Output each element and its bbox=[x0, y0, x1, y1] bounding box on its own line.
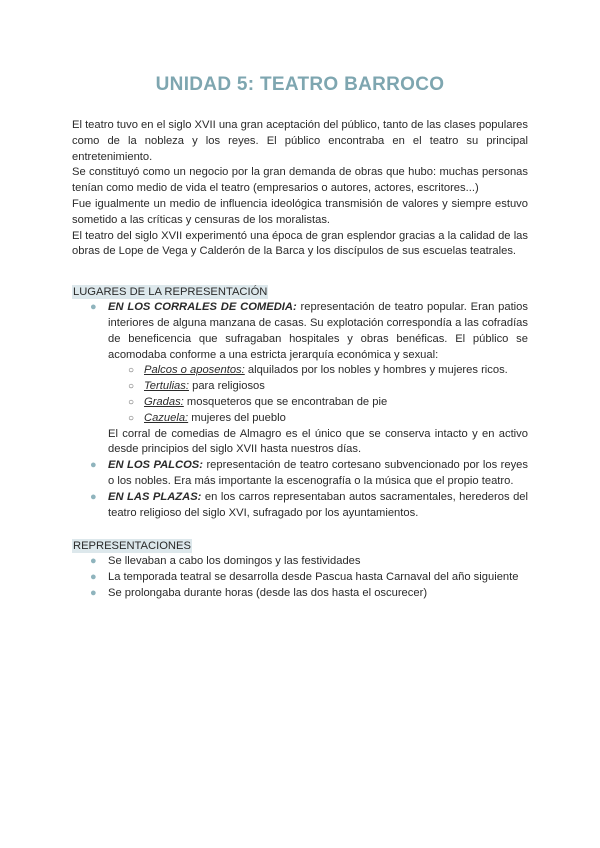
term-tertulias-text: para religiosos bbox=[188, 380, 265, 393]
intro-paragraph-1: El teatro tuvo en el siglo XVII una gran aceptación del público, tanto de las clases populares como de la nobleza y los reyes. El público encontraba en el teatro su principal entretenimiento. bbox=[72, 119, 528, 163]
intro-paragraph-4: El teatro del siglo XVII experimentó una época de gran esplendor gracias a la calidad de las obras de Lope de Vega y Calderón de la Barca y los discípulos de sus escuelas teatrales. bbox=[72, 229, 528, 258]
keyword-palcos: EN LOS PALCOS: bbox=[108, 459, 203, 472]
sub-item-palcos bbox=[128, 363, 528, 379]
intro-paragraph-2: Se constituyó como un negocio por la gran demanda de obras que hubo: muchas personas tenían como medio de vida el teatro (empresarios o autores, actores, escritores...) bbox=[72, 166, 528, 195]
corrales-text: representación de teatro popular. Eran patios interiores de alguna manzana de casas. Su explotación correspondía a las cofradías de beneficencia que sufragaban hospitales y obras benéficas. El público se acomodaba conforme a una estricta jerarquía económica y sexual: bbox=[108, 301, 528, 361]
sub-item-gradas bbox=[128, 395, 528, 411]
term-tertulias: Tertulias: bbox=[144, 380, 189, 393]
sub-item-tertulias bbox=[128, 379, 528, 395]
list-item-plazas bbox=[90, 490, 528, 522]
bullet-icon: ● bbox=[90, 555, 97, 568]
section-heading-representaciones: REPRESENTACIONES bbox=[73, 540, 191, 553]
list-item-representacion-1 bbox=[90, 554, 528, 570]
list-item-palcos bbox=[90, 458, 528, 490]
sub-bullet-icon: ○ bbox=[128, 365, 135, 377]
sub-bullet-icon: ○ bbox=[128, 396, 135, 408]
term-palcos: Palcos o aposentos: bbox=[144, 364, 245, 377]
term-gradas: Gradas: bbox=[144, 395, 184, 408]
bullet-icon: ● bbox=[90, 490, 97, 503]
representaciones-list bbox=[72, 554, 528, 601]
term-palcos-text: alquilados por los nobles y hombres y mujeres ricos. bbox=[244, 364, 508, 377]
representacion-text-2: La temporada teatral se desarrolla desde Pascua hasta Carnaval del año siguiente bbox=[108, 571, 519, 584]
jerarquia-list bbox=[108, 363, 528, 426]
term-cazuela-text: mujeres del pueblo bbox=[188, 411, 286, 424]
keyword-corrales: EN LOS CORRALES DE COMEDIA: bbox=[108, 301, 297, 314]
list-item-representacion-2 bbox=[90, 570, 528, 586]
bullet-icon: ● bbox=[90, 571, 97, 584]
sub-item-cazuela bbox=[128, 411, 528, 427]
bullet-icon: ● bbox=[90, 301, 97, 314]
section-heading-lugares: LUGARES DE LA REPRESENTACIÓN bbox=[73, 286, 268, 299]
sub-bullet-icon: ○ bbox=[128, 381, 135, 393]
palcos-text: representación de teatro cortesano subvencionado por los reyes o los nobles. Era más importante la escenografía o la música que el propio teatro. bbox=[108, 459, 528, 487]
bullet-icon: ● bbox=[90, 459, 97, 472]
list-item-representacion-3 bbox=[90, 586, 528, 602]
term-gradas-text: mosqueteros que se encontraban de pie bbox=[183, 395, 388, 408]
sub-bullet-icon: ○ bbox=[128, 412, 135, 424]
document-body bbox=[72, 118, 528, 602]
keyword-plazas: EN LAS PLAZAS: bbox=[108, 490, 202, 503]
plazas-text: en los carros representaban autos sacramentales, herederos del teatro religioso del siglo XVI, sufragado por los ayuntamientos. bbox=[108, 490, 528, 519]
lugares-list bbox=[72, 300, 528, 521]
bullet-icon: ● bbox=[90, 586, 97, 599]
representacion-text-1: Se llevaban a cabo los domingos y las festividades bbox=[108, 555, 361, 568]
list-item-corrales bbox=[90, 300, 528, 458]
almagro-text: El corral de comedias de Almagro es el único que se conserva intacto y en activo desde principios del siglo XVII hasta nuestros días. bbox=[108, 427, 528, 456]
term-cazuela: Cazuela: bbox=[144, 411, 189, 424]
representacion-text-3: Se prolongaba durante horas (desde las dos hasta el oscurecer) bbox=[108, 586, 428, 599]
page-title: UNIDAD 5: TEATRO BARROCO bbox=[155, 74, 445, 95]
intro-paragraph-3: Fue igualmente un medio de influencia ideológica transmisión de valores y siempre estuvo sometido a las críticas y censuras de los moralistas. bbox=[72, 197, 528, 226]
